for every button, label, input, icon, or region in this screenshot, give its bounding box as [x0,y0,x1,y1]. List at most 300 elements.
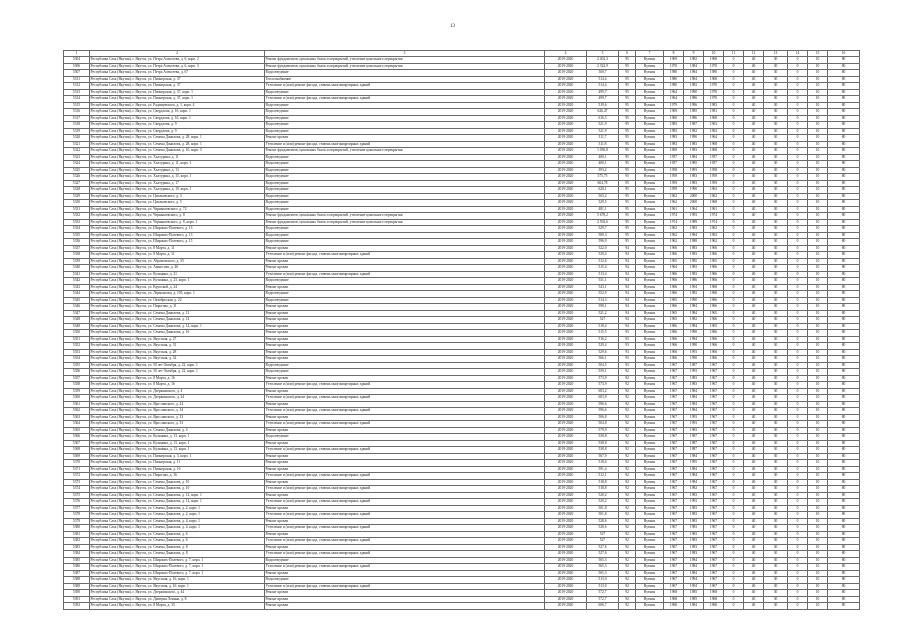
cell-work-type: Утепление и (или) ремонт фасада, ставень многоквартирных зданий [265,551,545,558]
cell-col-12: 40 [744,96,764,103]
cell-year-built: 1967 [664,544,684,551]
cell-col-12: 40 [744,115,764,122]
cell-wear-percent: 95 [619,102,636,109]
cell-col-13: 30 [764,310,788,317]
cell-wear-percent: 92 [619,486,636,493]
cell-address: Республика Саха (Якутия), г. Якутск, ул. Пионерская, д. 37 [90,76,265,83]
cell-col-11: 0 [724,336,744,343]
cell-col-13: 30 [764,193,788,200]
cell-period: 2019-2020 [545,96,587,103]
cell-work-type: Водоотведение [265,174,545,181]
cell-wear-percent: 92 [619,388,636,395]
cell-col-11: 0 [724,271,744,278]
cell-col-15: 10 [808,557,828,564]
cell-col-11: 0 [724,479,744,486]
cell-col-11: 0 [724,447,744,454]
cell-col-13: 30 [764,258,788,265]
cell-area: 527 [587,538,619,545]
cell-work-type: Ремонт кровли [265,356,545,363]
cell-row-number: 5331 [64,206,90,213]
cell-col-12: 40 [744,239,764,246]
cell-col-14: 0 [788,408,808,415]
cell-wear-percent: 92 [619,369,636,376]
cell-col-12: 40 [744,460,764,467]
cell-contractor: Вуткин [636,109,664,116]
cell-year-built: 1980 [664,76,684,83]
cell-col-15: 10 [808,395,828,402]
cell-wear-percent: 93 [619,349,636,356]
cell-work-type: Ремонт кровли [265,349,545,356]
cell-col-13: 30 [764,304,788,311]
cell-wear-percent: 95 [619,161,636,168]
cell-row-number: 5304 [64,57,90,64]
col-header: 14 [788,51,808,57]
cell-address: Республика Саха (Якутия), г. Якутск, ул. Семена Данилова, д. 2, корп. 1 [90,505,265,512]
cell-wear-percent: 95 [619,206,636,213]
cell-year-commission: 1970 [704,96,724,103]
cell-col-14: 0 [788,375,808,382]
cell-year-built: 1962 [664,200,684,207]
cell-col-13: 30 [764,473,788,480]
cell-address: Республика Саха (Якутия), г. Якутск, ул. Пирогова, д. 16 [90,473,265,480]
cell-wear-percent: 92 [619,427,636,434]
cell-work-type: Водоотведение [265,434,545,441]
cell-address: Республика Саха (Якутия), г. Якутск, ул. Широких-Полевого, д. 15 [90,239,265,246]
cell-work-type: Ремонт кровли [265,596,545,603]
cell-year-built: 1967 [664,434,684,441]
cell-col-13: 30 [764,603,788,610]
cell-area: 522,0 [587,245,619,252]
cell-contractor: Вуткин [636,583,664,590]
cell-contractor: Вуткин [636,486,664,493]
cell-col-16: 80 [828,421,860,428]
cell-row-number: 5390 [64,590,90,597]
cell-wear-percent: 93 [619,330,636,337]
cell-address: Республика Саха (Якутия), г. Якутск, ул. Ярославского, д. 34 [90,408,265,415]
cell-year-built: 1983 [664,141,684,148]
cell-col-13: 30 [764,63,788,70]
cell-contractor: Вуткин [636,128,664,135]
cell-col-11: 0 [724,369,744,376]
cell-contractor: Вуткин [636,408,664,415]
cell-row-number: 5324 [64,161,90,168]
cell-row-number: 5306 [64,63,90,70]
cell-col-14: 0 [788,583,808,590]
cell-period: 2019-2020 [545,161,587,168]
cell-area: 514,4 [587,76,619,83]
cell-period: 2019-2020 [545,239,587,246]
cell-col-14: 0 [788,63,808,70]
cell-contractor: Вуткин [636,304,664,311]
cell-col-14: 0 [788,180,808,187]
cell-year-built: 1964 [664,96,684,103]
cell-col-16: 80 [828,96,860,103]
cell-row-number: 5383 [64,544,90,551]
cell-address: Республика Саха (Якутия), г. Якутск, ул. Якутская, д. 16, корп. 1 [90,577,265,584]
cell-col-15: 10 [808,375,828,382]
cell-period: 2019-2020 [545,57,587,64]
cell-wear-percent: 95 [619,109,636,116]
cell-area: 604,78 [587,180,619,187]
cell-col-14: 0 [788,369,808,376]
cell-year-overhaul: 1993 [684,421,704,428]
cell-wear-percent: 95 [619,239,636,246]
cell-col-15: 10 [808,219,828,226]
cell-period: 2019-2020 [545,447,587,454]
cell-address: Республика Саха (Якутия), г. Якутск, ул. Семена Данилова, д. 12 [90,310,265,317]
cell-work-type: Ремонт кровли [265,531,545,538]
cell-year-built: 1959 [664,174,684,181]
cell-contractor: Вуткин [636,83,664,90]
cell-area: 520,2 [587,499,619,506]
cell-col-16: 80 [828,538,860,545]
cell-col-14: 0 [788,271,808,278]
cell-wear-percent: 92 [619,551,636,558]
cell-col-16: 80 [828,232,860,239]
cell-col-11: 0 [724,278,744,285]
cell-col-15: 10 [808,83,828,90]
cell-period: 2019-2020 [545,323,587,330]
cell-col-14: 0 [788,167,808,174]
cell-period: 2019-2020 [545,245,587,252]
cell-year-overhaul: 1984 [684,564,704,571]
cell-row-number: 5330 [64,200,90,207]
cell-work-type: Водоотведение [265,161,545,168]
cell-work-type: Ремонт кровли [265,317,545,324]
cell-contractor: Вуткин [636,538,664,545]
cell-col-12: 40 [744,395,764,402]
cell-row-number: 5382 [64,538,90,545]
cell-address: Республика Саха (Якутия), г. Якутск, ул. Семена Данилова, д. 10 [90,486,265,493]
cell-col-16: 80 [828,525,860,532]
cell-area: 567,9 [587,453,619,460]
cell-year-overhaul: 1995 [684,460,704,467]
cell-work-type: Ремонт кровли [265,323,545,330]
cell-period: 2019-2020 [545,453,587,460]
cell-col-14: 0 [788,96,808,103]
cell-address: Республика Саха (Якутия), г. Якутск, ул. Семена Данилова, д. 6 [90,531,265,538]
cell-work-type: Водоотведение [265,297,545,304]
cell-address: Республика Саха (Якутия), г. Якутск, ул. Пионерская, д. 11 [90,460,265,467]
cell-year-commission: 1967 [704,538,724,545]
cell-work-type: Утепление и (или) ремонт фасада, ставень многоквартирных зданий [265,525,545,532]
cell-year-built: 1967 [664,473,684,480]
cell-col-12: 40 [744,161,764,168]
cell-year-overhaul: 1983 [684,252,704,259]
cell-col-13: 30 [764,375,788,382]
cell-col-16: 80 [828,453,860,460]
cell-col-11: 0 [724,473,744,480]
cell-year-commission: 1967 [704,492,724,499]
cell-area: 501,8 [587,512,619,519]
cell-address: Республика Саха (Якутия), г. Якутск, ул. Халтурина, д. 13 [90,167,265,174]
table-row [64,603,860,610]
cell-year-commission: 1966 [704,336,724,343]
cell-year-overhaul: 1993 [684,349,704,356]
cell-area: 580,3 [587,232,619,239]
cell-address: Республика Саха (Якутия), г. Якутск, ул. Кузьмина, д. 13, корп. 1 [90,447,265,454]
cell-year-commission: 1959 [704,180,724,187]
cell-col-11: 0 [724,291,744,298]
cell-year-commission: 1967 [704,388,724,395]
cell-work-type: Водоотведение [265,206,545,213]
cell-period: 2019-2020 [545,369,587,376]
cell-wear-percent: 93 [619,356,636,363]
cell-col-14: 0 [788,83,808,90]
cell-contractor: Вуткин [636,479,664,486]
cell-year-overhaul: 1984 [684,401,704,408]
cell-col-12: 40 [744,440,764,447]
cell-year-commission: 1980 [704,70,724,77]
cell-col-15: 10 [808,434,828,441]
cell-col-15: 10 [808,76,828,83]
cell-col-11: 0 [724,343,744,350]
cell-work-type: Ремонт кровли [265,427,545,434]
cell-year-built: 1967 [664,453,684,460]
cell-col-15: 10 [808,603,828,610]
cell-col-15: 10 [808,304,828,311]
cell-col-12: 40 [744,271,764,278]
cell-col-13: 30 [764,570,788,577]
cell-year-overhaul: 1984 [684,232,704,239]
repair-program-table [63,50,860,610]
cell-col-15: 10 [808,388,828,395]
cell-col-13: 30 [764,362,788,369]
cell-work-type: Ремонт кровли [265,603,545,610]
cell-col-16: 80 [828,174,860,181]
cell-col-12: 40 [744,310,764,317]
cell-wear-percent: 95 [619,226,636,233]
cell-wear-percent: 95 [619,70,636,77]
cell-row-number: 5367 [64,440,90,447]
cell-address: Республика Саха (Якутия), г. Якутск, ул. Чернышевского, д. 8, корп. 1 [90,219,265,226]
cell-col-12: 40 [744,343,764,350]
cell-work-type: Водоотведение [265,239,545,246]
cell-address: Республика Саха (Якутия), г. Якутск, ул. Дзержинского, д. 4 [90,388,265,395]
cell-year-commission: 1965 [704,323,724,330]
cell-period: 2019-2020 [545,499,587,506]
cell-year-overhaul: 1989 [684,219,704,226]
cell-col-14: 0 [788,518,808,525]
cell-row-number: 5326 [64,174,90,181]
cell-wear-percent: 92 [619,596,636,603]
cell-year-built: 1957 [664,154,684,161]
cell-col-12: 40 [744,174,764,181]
cell-col-16: 80 [828,336,860,343]
cell-period: 2019-2020 [545,466,587,473]
cell-col-13: 30 [764,323,788,330]
cell-work-type: Водоотведение [265,232,545,239]
cell-col-15: 10 [808,167,828,174]
cell-area: 603,2 [587,388,619,395]
cell-col-12: 40 [744,505,764,512]
cell-wear-percent: 92 [619,583,636,590]
cell-year-commission: 1967 [704,362,724,369]
cell-address: Республика Саха (Якутия), г. Якутск, ул. Кузьмина, д. 23, корп. 1 [90,278,265,285]
cell-area: 501,8 [587,505,619,512]
cell-col-13: 30 [764,486,788,493]
cell-contractor: Вуткин [636,278,664,285]
cell-work-type: Ремонт кровли [265,401,545,408]
cell-col-16: 80 [828,362,860,369]
cell-year-built: 1967 [664,518,684,525]
cell-year-overhaul: 1987 [684,122,704,129]
cell-area: 1 050,8 [587,148,619,155]
cell-col-15: 10 [808,213,828,220]
cell-col-15: 10 [808,135,828,142]
cell-year-built: 1965 [664,317,684,324]
cell-address: Республика Саха (Якутия), г. Якутск, ул. Пионерская, д. 37, корп. 1 [90,89,265,96]
cell-col-11: 0 [724,570,744,577]
cell-work-type: Ремонт фундаментов, цокольных балок и перекрытий, утепление цокольного перекрытия [265,57,545,64]
cell-col-13: 30 [764,525,788,532]
cell-work-type: Водоотведение [265,167,545,174]
cell-col-12: 40 [744,284,764,291]
cell-col-14: 0 [788,492,808,499]
cell-col-11: 0 [724,557,744,564]
cell-year-overhaul: 1983 [684,83,704,90]
cell-year-overhaul: 1986 [684,96,704,103]
cell-col-12: 40 [744,102,764,109]
cell-col-16: 80 [828,317,860,324]
cell-area: 506,8 [587,414,619,421]
cell-col-12: 40 [744,57,764,64]
cell-col-13: 30 [764,135,788,142]
cell-col-16: 80 [828,570,860,577]
cell-area: 598,1 [587,304,619,311]
cell-work-type: Водоотведение [265,102,545,109]
cell-contractor: Вуткин [636,167,664,174]
cell-col-12: 40 [744,330,764,337]
cell-contractor: Вуткин [636,551,664,558]
cell-wear-percent: 92 [619,603,636,610]
cell-col-16: 80 [828,297,860,304]
cell-year-overhaul: 1983 [684,226,704,233]
cell-col-13: 30 [764,128,788,135]
cell-col-14: 0 [788,128,808,135]
cell-year-overhaul: 1984 [684,466,704,473]
cell-wear-percent: 95 [619,96,636,103]
cell-col-15: 10 [808,115,828,122]
cell-col-12: 40 [744,70,764,77]
cell-period: 2019-2020 [545,278,587,285]
cell-area: 518,8 [587,479,619,486]
cell-row-number: 5319 [64,128,90,135]
cell-work-type: Водоотведение [265,122,545,129]
cell-address: Республика Саха (Якутия), г. Якутск, ул. Дмитрия Ленина, д. 8 [90,596,265,603]
cell-contractor: Вуткин [636,76,664,83]
cell-col-16: 80 [828,388,860,395]
cell-col-15: 10 [808,206,828,213]
cell-area: 575,75 [587,174,619,181]
cell-col-11: 0 [724,499,744,506]
cell-wear-percent: 95 [619,135,636,142]
cell-col-12: 40 [744,564,764,571]
cell-contractor: Вуткин [636,401,664,408]
cell-col-15: 10 [808,551,828,558]
cell-address: Республика Саха (Якутия), г. Якутск, ул. Крупской, д. 24 [90,284,265,291]
cell-address: Республика Саха (Якутия), г. Якутск, ул. Дзержинского, д. 44 [90,590,265,597]
cell-area: 513,4 [587,271,619,278]
cell-period: 2019-2020 [545,401,587,408]
cell-area: 499,7 [587,96,619,103]
cell-col-12: 40 [744,323,764,330]
cell-contractor: Вуткин [636,570,664,577]
cell-col-11: 0 [724,83,744,90]
cell-col-15: 10 [808,265,828,272]
cell-col-12: 40 [744,421,764,428]
cell-year-overhaul: 1984 [684,310,704,317]
cell-col-12: 40 [744,596,764,603]
cell-col-14: 0 [788,323,808,330]
cell-col-14: 0 [788,200,808,207]
cell-row-number: 5360 [64,395,90,402]
cell-contractor: Вуткин [636,284,664,291]
cell-col-13: 30 [764,492,788,499]
cell-period: 2019-2020 [545,167,587,174]
col-header: 15 [808,51,828,57]
cell-area: 579,9 [587,427,619,434]
cell-col-13: 30 [764,434,788,441]
cell-col-14: 0 [788,447,808,454]
cell-col-12: 40 [744,109,764,116]
cell-col-11: 0 [724,453,744,460]
cell-area: 528,6 [587,525,619,532]
cell-col-15: 10 [808,421,828,428]
cell-col-12: 40 [744,525,764,532]
cell-contractor: Вуткин [636,96,664,103]
cell-year-built: 1967 [664,486,684,493]
cell-col-11: 0 [724,544,744,551]
cell-col-15: 10 [808,284,828,291]
cell-row-number: 5327 [64,180,90,187]
cell-period: 2019-2020 [545,564,587,571]
cell-work-type: Ремонт кровли [265,414,545,421]
cell-col-16: 80 [828,518,860,525]
cell-col-11: 0 [724,538,744,545]
cell-col-16: 80 [828,557,860,564]
cell-col-12: 40 [744,583,764,590]
cell-work-type: Водоотведение [265,200,545,207]
cell-wear-percent: 92 [619,382,636,389]
cell-wear-percent: 95 [619,148,636,155]
cell-col-15: 10 [808,323,828,330]
cell-col-16: 80 [828,440,860,447]
cell-col-14: 0 [788,557,808,564]
cell-row-number: 5334 [64,226,90,233]
cell-col-16: 80 [828,544,860,551]
cell-year-built: 1967 [664,362,684,369]
cell-work-type: Утепление и (или) ремонт фасада, ставень многоквартирных зданий [265,141,545,148]
cell-col-14: 0 [788,297,808,304]
cell-work-type: Водоотведение [265,128,545,135]
cell-col-16: 80 [828,330,860,337]
cell-wear-percent: 92 [619,577,636,584]
cell-area: 529,6 [587,349,619,356]
col-header: 13 [764,51,788,57]
cell-col-16: 80 [828,161,860,168]
cell-year-overhaul: 1994 [684,583,704,590]
cell-col-11: 0 [724,193,744,200]
cell-area: 521,2 [587,310,619,317]
cell-row-number: 5332 [64,213,90,220]
cell-contractor: Вуткин [636,57,664,64]
cell-col-13: 30 [764,187,788,194]
cell-contractor: Вуткин [636,362,664,369]
cell-col-13: 30 [764,538,788,545]
cell-year-overhaul: 1987 [684,362,704,369]
cell-row-number: 5347 [64,310,90,317]
